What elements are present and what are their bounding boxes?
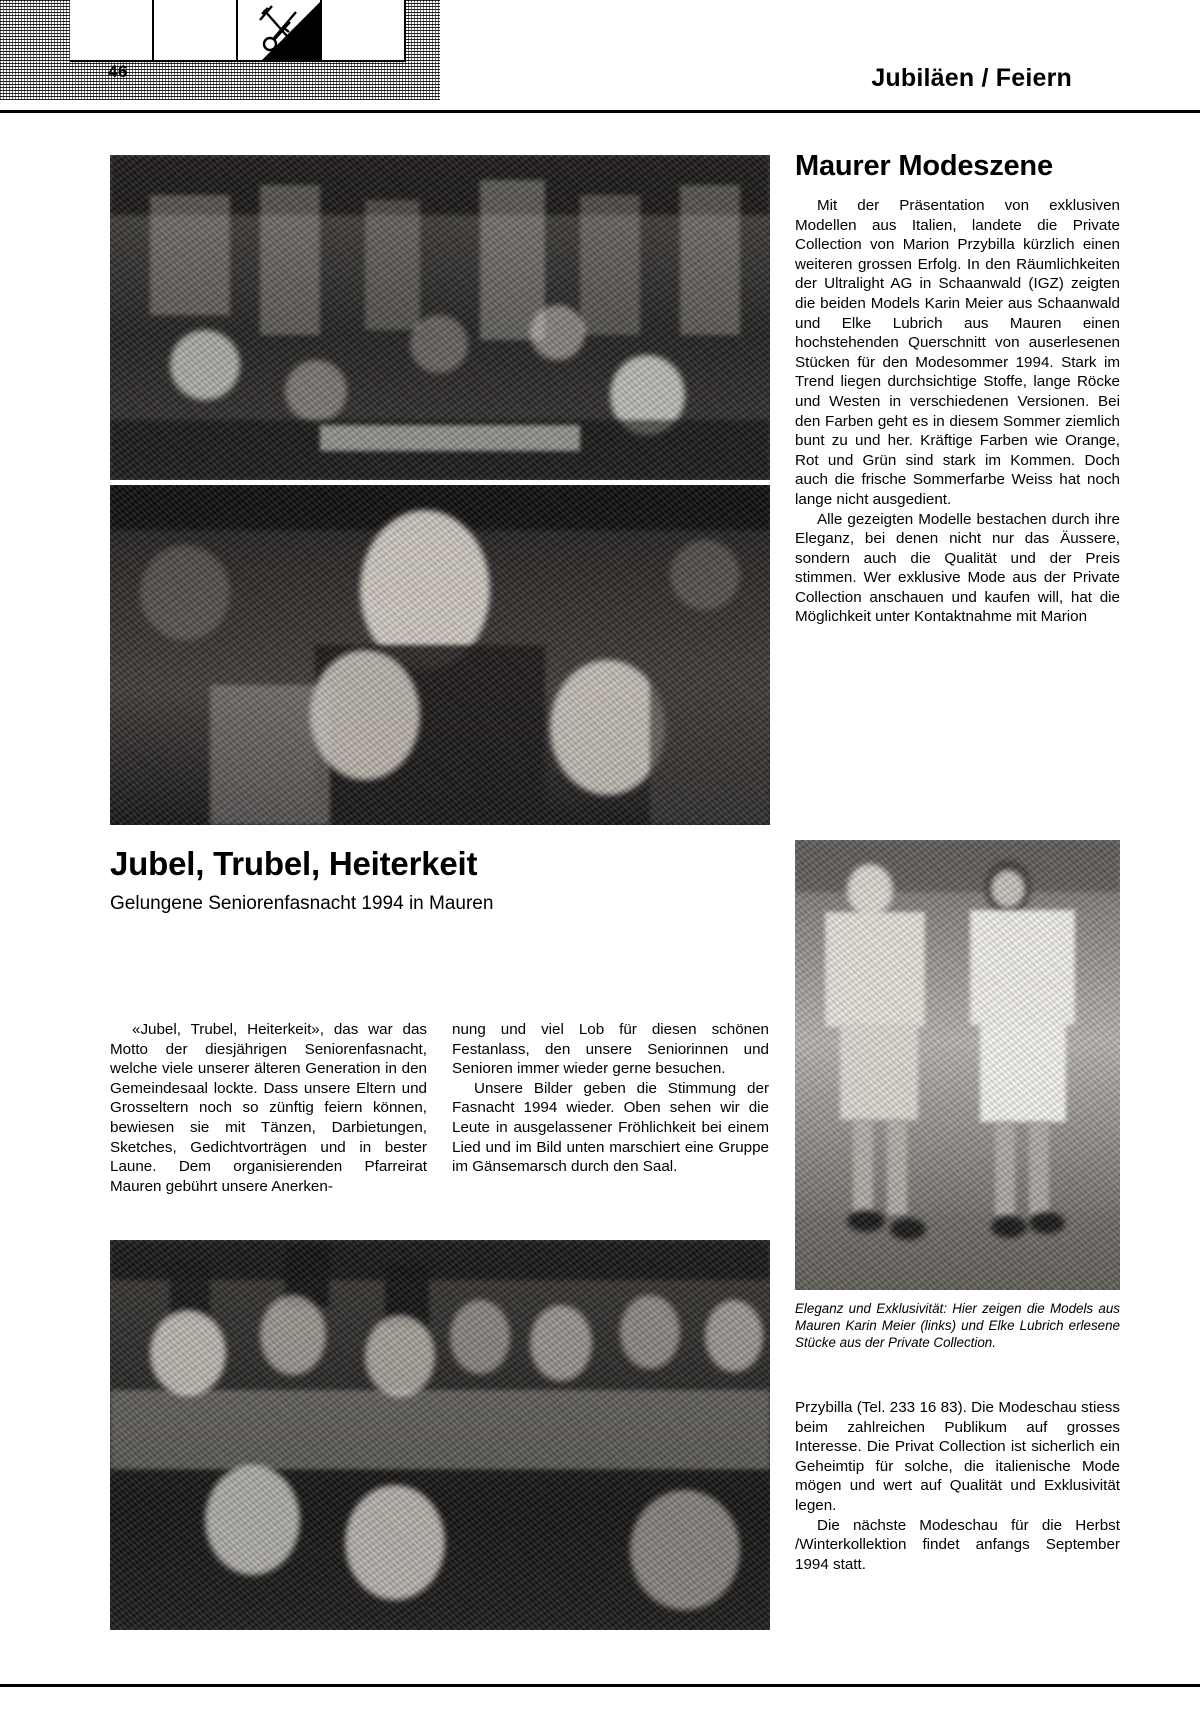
left-paragraph-2: nung und viel Lob für diesen schönen Festanlass, den unsere Seniorinnen und Senioren immer wieder gerne besuchen.	[452, 1021, 769, 1078]
right-paragraph-2: Alle gezeigten Modelle bestachen durch ihre Eleganz, bei denen nicht nur das Äussere, sondern auch die Qualität und der Preis stimmen. Wer exklusive Mode aus der Private Collection anschauen und kaufen will, hat die Möglichkeit unter Kontaktnahme mit Marion	[795, 510, 1120, 626]
left-subhead: Gelungene Seniorenfasnacht 1994 in Mauren	[110, 893, 494, 914]
left-body-column-2	[452, 1020, 769, 1196]
header-cell-4	[322, 0, 406, 62]
section-title: Jubiläen / Feiern	[871, 64, 1072, 92]
crossed-sword-and-key-icon	[256, 4, 306, 56]
header-rule	[0, 110, 1200, 113]
left-paragraph-3: Unsere Bilder geben die Stimmung der Fasnacht 1994 wieder. Oben sehen wir die Leute in ausgelassener Fröhlichkeit bei einem Lied und im Bild unten marschiert eine Gruppe im Gänsemarsch durch den Saal.	[452, 1079, 769, 1176]
photo-two-fashion-models	[795, 840, 1120, 1290]
left-body-column-1	[110, 1020, 427, 1196]
right-paragraph-4: Die nächste Modeschau für die Herbst /Winterkollektion findet anfangs September 1994 statt.	[795, 1516, 1120, 1573]
left-headline: Jubel, Trubel, Heiterkeit	[110, 845, 478, 882]
photo-crowd-raised-hands	[110, 155, 770, 480]
header-cell-2	[154, 0, 238, 62]
right-paragraph-1: Mit der Präsentation von exklusiven Modellen aus Italien, landete die Private Collection von Marion Przybilla kürzlich einen weiteren grossen Erfolg. In den Räumlichkeiten der Ultralight AG in Schaanwald (IGZ) zeigten die beiden Models Karin Meier aus Schaanwald und Elke Lubrich aus Mauren einen hochstehenden Querschnitt von auserlesenen Stücken für den Modesommer 1994. Stark im Trend liegen durchsichtige Stoffe, lange Röcke und Westen in verschiedenen Versionen. Bei den Farben geht es in diesem Sommer ziemlich bunt zu und her. Kräftige Farben wie Orange, Rot und Grün sind stark im Kommen. Doch auch die frische Sommerfarbe Weiss hat noch lange nicht ausgedient.	[795, 197, 1120, 508]
right-article-body-top	[795, 196, 1120, 627]
models-photo-caption-wrap	[795, 1300, 1120, 1351]
models-photo-caption: Eleganz und Exklusivität: Hier zeigen die Models aus Mauren Karin Meier (links) und Elke Lubrich erlesene Stücke aus der Private Collection.	[795, 1301, 1120, 1350]
page-number: 46	[108, 62, 128, 81]
right-paragraph-3: Przybilla (Tel. 233 16 83). Die Modeschau stiess beim zahlreichen Publikum auf grosses Interesse. Die Privat Collection ist sicherlich ein Geheimtip für solche, die italienische Mode mögen und wert auf Qualität und Exklusivität legen.	[795, 1399, 1120, 1514]
header-emblem-cell	[238, 0, 322, 62]
right-article-head	[795, 150, 1120, 183]
right-headline: Maurer Modeszene	[795, 150, 1053, 182]
header-cell-1	[70, 0, 154, 62]
left-paragraph-1: «Jubel, Trubel, Heiterkeit», das war das Motto der diesjährigen Seniorenfasnacht, welche viele unserer älteren Generation in den Gemeindesaal lockte. Dass unsere Eltern und Grosseltern noch so zünftig feiern können, bewiesen sie mit Tänzen, Darbietungen, Sketches, Gedichtvorträgen und in bester Laune. Dem organisierenden Pfarreirat Mauren gebührt unsere Anerken-	[110, 1021, 427, 1195]
left-article-body	[110, 1020, 770, 1196]
left-article-head	[110, 845, 770, 915]
page-header	[0, 0, 1200, 112]
footer-rule	[0, 1684, 1200, 1687]
photo-three-women-laughing	[110, 485, 770, 825]
photo-carnival-conga-line	[110, 1240, 770, 1630]
right-article-body-bottom	[795, 1398, 1120, 1574]
